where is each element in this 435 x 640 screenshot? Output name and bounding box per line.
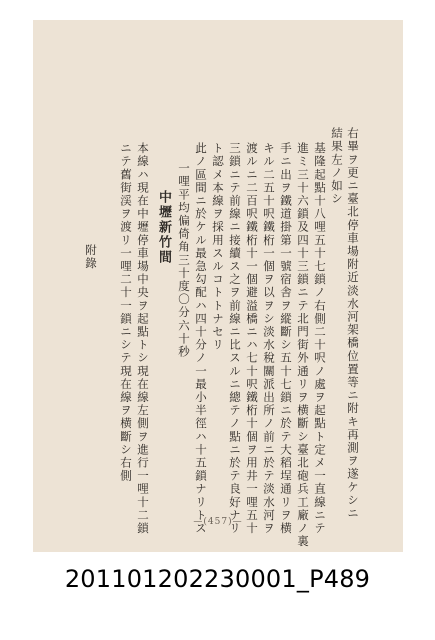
- text-column: 三鎖ニテ前線ニ接續ス之ヲ前線ニ比スルニ總テノ點ニ於テ良好ナリ: [228, 142, 242, 535]
- text-column: 手ニ出ヲ鐵道掛第一號宿舎ヲ縱斷シ五十七鎖ニ於テ大稻埕通リヲ横: [279, 142, 293, 535]
- text-column: 渡ルニ二百呎鐵桁十一個避溢橋ニハ七十呎鐵桁十個ヲ用井一哩五十: [245, 142, 259, 535]
- document-page: [33, 20, 403, 552]
- text-column: 基隆起點十八哩五十七鎖ノ右側二十呎ノ處ヲ起點ト定メ一直線ニテ: [313, 142, 327, 535]
- page-number: —(457)—: [193, 517, 243, 527]
- text-column: 右畢ヲ更ニ臺北停車場附近淡水河架橋位置等ニ附キ再測ヲ遂ケシニ: [346, 127, 360, 520]
- text-column: 進ミ三十六鎖及四十三鎖ニテ北門街外通リヲ横斷シ臺北砲兵工廠ノ裏: [296, 142, 310, 549]
- text-column: 一哩平均偏倚角三十度〇分六十秒: [177, 162, 191, 359]
- section-heading: 中壢新竹間: [156, 190, 171, 265]
- text-column: ト認メ本線ヲ採用スルコトトナセリ: [211, 142, 225, 352]
- text-column: 本線ハ現在中壢停車場中央ヲ起點トシ現在線左側ヲ進行一哩十二鎖: [136, 142, 150, 535]
- text-column: 此ノ區間ニ於ケル最急勾配ハ四十分ノ一最小半徑ハ十五鎖ナリトス: [194, 142, 208, 535]
- text-column: 結果左ノ如シ: [330, 127, 344, 206]
- text-column: キル二五十呎鐵桁一個ヲ以ヲシ淡水稅關派出所ノ前ニ於テ淡水河ヲ: [262, 142, 276, 535]
- image-caption: 201101202230001_P489: [64, 565, 371, 593]
- text-column: ニテ舊街渓ヲ渡リ一哩二十一鎖ニシテ現在線ヲ横斷シ右側: [119, 142, 133, 483]
- text-column: 附錄: [84, 244, 98, 271]
